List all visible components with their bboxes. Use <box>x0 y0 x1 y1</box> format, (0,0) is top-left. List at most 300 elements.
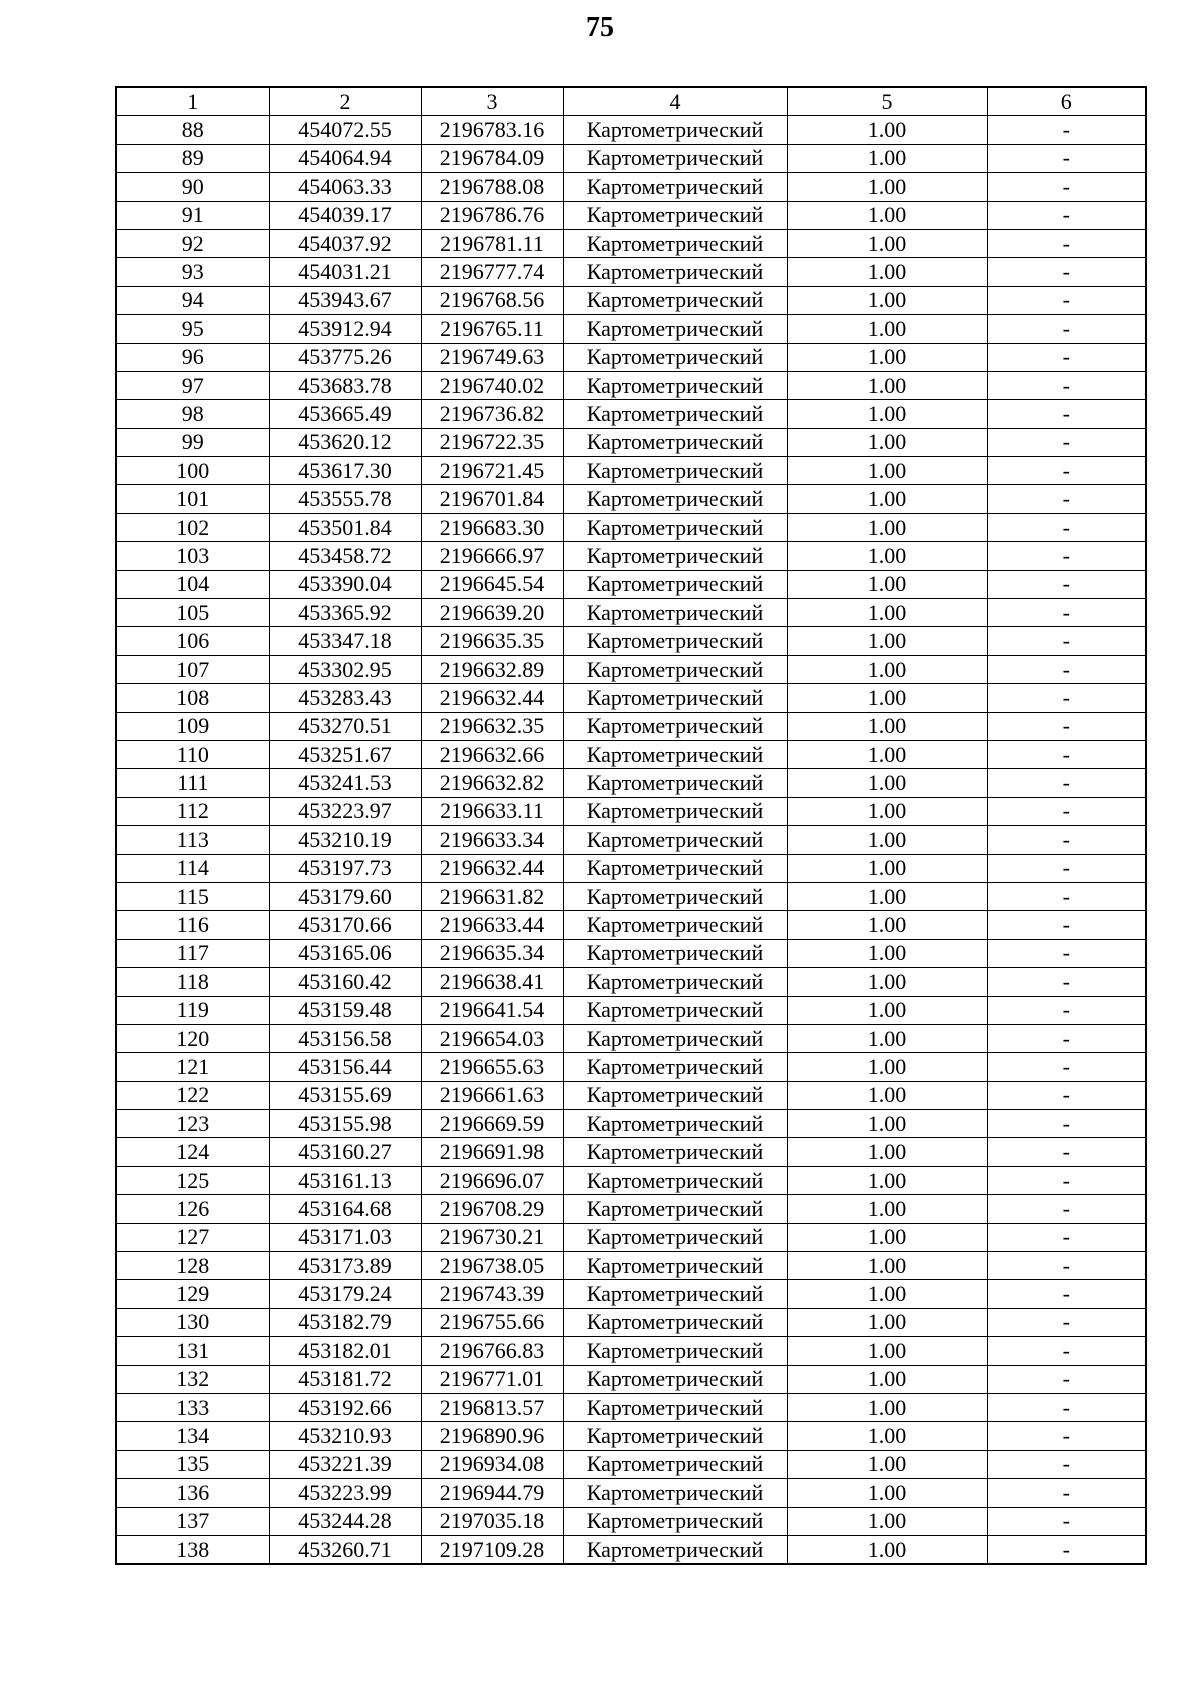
table-row <box>116 173 1146 201</box>
x-coordinate-cell: 453179.24 <box>269 1280 421 1308</box>
method-cell: Картометрический <box>563 1166 787 1194</box>
method-cell: Картометрический <box>563 315 787 343</box>
y-coordinate-cell: 2196783.16 <box>421 116 563 144</box>
y-coordinate-cell: 2196777.74 <box>421 258 563 286</box>
note-cell: - <box>987 1110 1146 1138</box>
x-coordinate-cell: 453182.79 <box>269 1308 421 1336</box>
y-coordinate-cell: 2196655.63 <box>421 1053 563 1081</box>
point-number-cell: 138 <box>116 1535 269 1564</box>
x-coordinate-cell: 453251.67 <box>269 740 421 768</box>
table-header-row <box>116 87 1146 116</box>
method-cell: Картометрический <box>563 1337 787 1365</box>
accuracy-cell: 1.00 <box>787 513 987 541</box>
y-coordinate-cell: 2196633.34 <box>421 826 563 854</box>
table-row <box>116 1138 1146 1166</box>
x-coordinate-cell: 453683.78 <box>269 371 421 399</box>
table-row <box>116 599 1146 627</box>
table-row <box>116 457 1146 485</box>
accuracy-cell: 1.00 <box>787 968 987 996</box>
accuracy-cell: 1.00 <box>787 201 987 229</box>
accuracy-cell: 1.00 <box>787 1138 987 1166</box>
point-number-cell: 127 <box>116 1223 269 1251</box>
table-row <box>116 797 1146 825</box>
accuracy-cell: 1.00 <box>787 854 987 882</box>
point-number-cell: 131 <box>116 1337 269 1365</box>
method-cell: Картометрический <box>563 116 787 144</box>
x-coordinate-cell: 453221.39 <box>269 1450 421 1478</box>
x-coordinate-cell: 454064.94 <box>269 144 421 172</box>
accuracy-cell: 1.00 <box>787 1365 987 1393</box>
note-cell: - <box>987 428 1146 456</box>
point-number-cell: 93 <box>116 258 269 286</box>
method-cell: Картометрический <box>563 968 787 996</box>
accuracy-cell: 1.00 <box>787 144 987 172</box>
x-coordinate-cell: 453347.18 <box>269 627 421 655</box>
table-row <box>116 854 1146 882</box>
table-row <box>116 258 1146 286</box>
y-coordinate-cell: 2196631.82 <box>421 882 563 910</box>
method-cell: Картометрический <box>563 1138 787 1166</box>
y-coordinate-cell: 2196645.54 <box>421 570 563 598</box>
x-coordinate-cell: 453241.53 <box>269 769 421 797</box>
method-cell: Картометрический <box>563 684 787 712</box>
method-cell: Картометрический <box>563 542 787 570</box>
table-row <box>116 485 1146 513</box>
accuracy-cell: 1.00 <box>787 570 987 598</box>
accuracy-cell: 1.00 <box>787 1081 987 1109</box>
accuracy-cell: 1.00 <box>787 116 987 144</box>
method-cell: Картометрический <box>563 570 787 598</box>
table-row <box>116 911 1146 939</box>
accuracy-cell: 1.00 <box>787 428 987 456</box>
column-header-2: 2 <box>269 87 421 116</box>
note-cell: - <box>987 1479 1146 1507</box>
column-header-4: 4 <box>563 87 787 116</box>
table-row <box>116 1252 1146 1280</box>
accuracy-cell: 1.00 <box>787 1308 987 1336</box>
y-coordinate-cell: 2196766.83 <box>421 1337 563 1365</box>
x-coordinate-cell: 453182.01 <box>269 1337 421 1365</box>
accuracy-cell: 1.00 <box>787 627 987 655</box>
point-number-cell: 106 <box>116 627 269 655</box>
table-row <box>116 513 1146 541</box>
x-coordinate-cell: 454039.17 <box>269 201 421 229</box>
method-cell: Картометрический <box>563 485 787 513</box>
point-number-cell: 124 <box>116 1138 269 1166</box>
table-row <box>116 1507 1146 1535</box>
x-coordinate-cell: 453665.49 <box>269 400 421 428</box>
point-number-cell: 101 <box>116 485 269 513</box>
table-row <box>116 229 1146 257</box>
accuracy-cell: 1.00 <box>787 1024 987 1052</box>
x-coordinate-cell: 453156.58 <box>269 1024 421 1052</box>
table-row <box>116 1166 1146 1194</box>
y-coordinate-cell: 2196784.09 <box>421 144 563 172</box>
note-cell: - <box>987 939 1146 967</box>
x-coordinate-cell: 453197.73 <box>269 854 421 882</box>
table-row <box>116 1393 1146 1421</box>
x-coordinate-cell: 453164.68 <box>269 1195 421 1223</box>
table-row <box>116 712 1146 740</box>
note-cell: - <box>987 116 1146 144</box>
x-coordinate-cell: 453171.03 <box>269 1223 421 1251</box>
note-cell: - <box>987 457 1146 485</box>
point-number-cell: 89 <box>116 144 269 172</box>
y-coordinate-cell: 2196669.59 <box>421 1110 563 1138</box>
accuracy-cell: 1.00 <box>787 599 987 627</box>
accuracy-cell: 1.00 <box>787 996 987 1024</box>
note-cell: - <box>987 911 1146 939</box>
table-header <box>116 87 1146 116</box>
point-number-cell: 95 <box>116 315 269 343</box>
note-cell: - <box>987 286 1146 314</box>
method-cell: Картометрический <box>563 1110 787 1138</box>
table-row <box>116 315 1146 343</box>
x-coordinate-cell: 453244.28 <box>269 1507 421 1535</box>
accuracy-cell: 1.00 <box>787 1195 987 1223</box>
accuracy-cell: 1.00 <box>787 258 987 286</box>
point-number-cell: 100 <box>116 457 269 485</box>
y-coordinate-cell: 2196696.07 <box>421 1166 563 1194</box>
table-row <box>116 996 1146 1024</box>
x-coordinate-cell: 453912.94 <box>269 315 421 343</box>
method-cell: Картометрический <box>563 882 787 910</box>
method-cell: Картометрический <box>563 513 787 541</box>
table-row <box>116 144 1146 172</box>
accuracy-cell: 1.00 <box>787 1223 987 1251</box>
point-number-cell: 119 <box>116 996 269 1024</box>
y-coordinate-cell: 2196633.44 <box>421 911 563 939</box>
x-coordinate-cell: 453160.27 <box>269 1138 421 1166</box>
note-cell: - <box>987 797 1146 825</box>
method-cell: Картометрический <box>563 627 787 655</box>
y-coordinate-cell: 2196632.35 <box>421 712 563 740</box>
column-header-1: 1 <box>116 87 269 116</box>
y-coordinate-cell: 2196890.96 <box>421 1422 563 1450</box>
point-number-cell: 88 <box>116 116 269 144</box>
method-cell: Картометрический <box>563 655 787 683</box>
note-cell: - <box>987 712 1146 740</box>
table-row <box>116 542 1146 570</box>
note-cell: - <box>987 542 1146 570</box>
accuracy-cell: 1.00 <box>787 1337 987 1365</box>
table-row <box>116 1195 1146 1223</box>
x-coordinate-cell: 453775.26 <box>269 343 421 371</box>
y-coordinate-cell: 2196635.34 <box>421 939 563 967</box>
accuracy-cell: 1.00 <box>787 457 987 485</box>
point-number-cell: 110 <box>116 740 269 768</box>
point-number-cell: 91 <box>116 201 269 229</box>
table-row <box>116 1479 1146 1507</box>
x-coordinate-cell: 453260.71 <box>269 1535 421 1564</box>
note-cell: - <box>987 1535 1146 1564</box>
method-cell: Картометрический <box>563 854 787 882</box>
y-coordinate-cell: 2196755.66 <box>421 1308 563 1336</box>
column-header-6: 6 <box>987 87 1146 116</box>
point-number-cell: 126 <box>116 1195 269 1223</box>
y-coordinate-cell: 2196632.66 <box>421 740 563 768</box>
x-coordinate-cell: 453156.44 <box>269 1053 421 1081</box>
note-cell: - <box>987 968 1146 996</box>
x-coordinate-cell: 453365.92 <box>269 599 421 627</box>
note-cell: - <box>987 1422 1146 1450</box>
x-coordinate-cell: 453390.04 <box>269 570 421 598</box>
x-coordinate-cell: 454031.21 <box>269 258 421 286</box>
method-cell: Картометрический <box>563 1081 787 1109</box>
table-row <box>116 826 1146 854</box>
x-coordinate-cell: 453223.97 <box>269 797 421 825</box>
accuracy-cell: 1.00 <box>787 400 987 428</box>
table-row <box>116 882 1146 910</box>
note-cell: - <box>987 655 1146 683</box>
note-cell: - <box>987 1024 1146 1052</box>
y-coordinate-cell: 2196635.35 <box>421 627 563 655</box>
method-cell: Картометрический <box>563 457 787 485</box>
method-cell: Картометрический <box>563 911 787 939</box>
point-number-cell: 132 <box>116 1365 269 1393</box>
method-cell: Картометрический <box>563 144 787 172</box>
method-cell: Картометрический <box>563 826 787 854</box>
method-cell: Картометрический <box>563 173 787 201</box>
table-row <box>116 1308 1146 1336</box>
point-number-cell: 103 <box>116 542 269 570</box>
y-coordinate-cell: 2196633.11 <box>421 797 563 825</box>
y-coordinate-cell: 2196771.01 <box>421 1365 563 1393</box>
method-cell: Картометрический <box>563 201 787 229</box>
y-coordinate-cell: 2196944.79 <box>421 1479 563 1507</box>
accuracy-cell: 1.00 <box>787 826 987 854</box>
x-coordinate-cell: 453270.51 <box>269 712 421 740</box>
accuracy-cell: 1.00 <box>787 173 987 201</box>
note-cell: - <box>987 201 1146 229</box>
coordinates-table <box>115 86 1147 1565</box>
note-cell: - <box>987 769 1146 797</box>
point-number-cell: 122 <box>116 1081 269 1109</box>
note-cell: - <box>987 1195 1146 1223</box>
note-cell: - <box>987 854 1146 882</box>
note-cell: - <box>987 627 1146 655</box>
method-cell: Картометрический <box>563 1195 787 1223</box>
table-row <box>116 769 1146 797</box>
point-number-cell: 98 <box>116 400 269 428</box>
method-cell: Картометрический <box>563 1393 787 1421</box>
y-coordinate-cell: 2197109.28 <box>421 1535 563 1564</box>
method-cell: Картометрический <box>563 1422 787 1450</box>
method-cell: Картометрический <box>563 286 787 314</box>
method-cell: Картометрический <box>563 229 787 257</box>
y-coordinate-cell: 2196749.63 <box>421 343 563 371</box>
method-cell: Картометрический <box>563 1365 787 1393</box>
table-row <box>116 1223 1146 1251</box>
point-number-cell: 115 <box>116 882 269 910</box>
point-number-cell: 107 <box>116 655 269 683</box>
accuracy-cell: 1.00 <box>787 286 987 314</box>
accuracy-cell: 1.00 <box>787 712 987 740</box>
y-coordinate-cell: 2196721.45 <box>421 457 563 485</box>
table-row <box>116 1024 1146 1052</box>
accuracy-cell: 1.00 <box>787 797 987 825</box>
note-cell: - <box>987 400 1146 428</box>
y-coordinate-cell: 2196722.35 <box>421 428 563 456</box>
table-row <box>116 400 1146 428</box>
method-cell: Картометрический <box>563 797 787 825</box>
accuracy-cell: 1.00 <box>787 1280 987 1308</box>
accuracy-cell: 1.00 <box>787 1479 987 1507</box>
note-cell: - <box>987 599 1146 627</box>
y-coordinate-cell: 2196765.11 <box>421 315 563 343</box>
note-cell: - <box>987 1138 1146 1166</box>
point-number-cell: 109 <box>116 712 269 740</box>
table-row <box>116 343 1146 371</box>
note-cell: - <box>987 485 1146 513</box>
method-cell: Картометрический <box>563 1024 787 1052</box>
table-row <box>116 1081 1146 1109</box>
table-row <box>116 286 1146 314</box>
point-number-cell: 118 <box>116 968 269 996</box>
point-number-cell: 105 <box>116 599 269 627</box>
note-cell: - <box>987 1365 1146 1393</box>
note-cell: - <box>987 1166 1146 1194</box>
y-coordinate-cell: 2196691.98 <box>421 1138 563 1166</box>
accuracy-cell: 1.00 <box>787 315 987 343</box>
note-cell: - <box>987 1223 1146 1251</box>
y-coordinate-cell: 2196639.20 <box>421 599 563 627</box>
method-cell: Картометрический <box>563 1535 787 1564</box>
x-coordinate-cell: 453161.13 <box>269 1166 421 1194</box>
table-row <box>116 655 1146 683</box>
table-body <box>116 116 1146 1564</box>
point-number-cell: 133 <box>116 1393 269 1421</box>
accuracy-cell: 1.00 <box>787 1422 987 1450</box>
x-coordinate-cell: 453155.69 <box>269 1081 421 1109</box>
table-row <box>116 684 1146 712</box>
y-coordinate-cell: 2196736.82 <box>421 400 563 428</box>
y-coordinate-cell: 2196813.57 <box>421 1393 563 1421</box>
point-number-cell: 108 <box>116 684 269 712</box>
y-coordinate-cell: 2196788.08 <box>421 173 563 201</box>
y-coordinate-cell: 2196683.30 <box>421 513 563 541</box>
x-coordinate-cell: 454072.55 <box>269 116 421 144</box>
table-row <box>116 371 1146 399</box>
accuracy-cell: 1.00 <box>787 1535 987 1564</box>
point-number-cell: 137 <box>116 1507 269 1535</box>
column-header-5: 5 <box>787 87 987 116</box>
note-cell: - <box>987 371 1146 399</box>
note-cell: - <box>987 1053 1146 1081</box>
accuracy-cell: 1.00 <box>787 343 987 371</box>
note-cell: - <box>987 684 1146 712</box>
point-number-cell: 130 <box>116 1308 269 1336</box>
y-coordinate-cell: 2196654.03 <box>421 1024 563 1052</box>
point-number-cell: 92 <box>116 229 269 257</box>
point-number-cell: 114 <box>116 854 269 882</box>
note-cell: - <box>987 513 1146 541</box>
method-cell: Картометрический <box>563 1053 787 1081</box>
method-cell: Картометрический <box>563 769 787 797</box>
point-number-cell: 112 <box>116 797 269 825</box>
point-number-cell: 129 <box>116 1280 269 1308</box>
x-coordinate-cell: 453302.95 <box>269 655 421 683</box>
method-cell: Картометрический <box>563 996 787 1024</box>
point-number-cell: 94 <box>116 286 269 314</box>
point-number-cell: 90 <box>116 173 269 201</box>
method-cell: Картометрический <box>563 1450 787 1478</box>
point-number-cell: 104 <box>116 570 269 598</box>
method-cell: Картометрический <box>563 939 787 967</box>
accuracy-cell: 1.00 <box>787 882 987 910</box>
coordinates-table-container <box>115 86 1145 1565</box>
point-number-cell: 120 <box>116 1024 269 1052</box>
method-cell: Картометрический <box>563 1507 787 1535</box>
y-coordinate-cell: 2196632.44 <box>421 854 563 882</box>
accuracy-cell: 1.00 <box>787 740 987 768</box>
point-number-cell: 128 <box>116 1252 269 1280</box>
note-cell: - <box>987 1252 1146 1280</box>
x-coordinate-cell: 453283.43 <box>269 684 421 712</box>
x-coordinate-cell: 453458.72 <box>269 542 421 570</box>
y-coordinate-cell: 2196632.89 <box>421 655 563 683</box>
x-coordinate-cell: 453155.98 <box>269 1110 421 1138</box>
y-coordinate-cell: 2196661.63 <box>421 1081 563 1109</box>
y-coordinate-cell: 2196740.02 <box>421 371 563 399</box>
note-cell: - <box>987 570 1146 598</box>
point-number-cell: 136 <box>116 1479 269 1507</box>
point-number-cell: 97 <box>116 371 269 399</box>
y-coordinate-cell: 2196768.56 <box>421 286 563 314</box>
table-row <box>116 968 1146 996</box>
method-cell: Картометрический <box>563 740 787 768</box>
point-number-cell: 96 <box>116 343 269 371</box>
note-cell: - <box>987 258 1146 286</box>
page-number: 75 <box>586 12 614 43</box>
note-cell: - <box>987 315 1146 343</box>
x-coordinate-cell: 453160.42 <box>269 968 421 996</box>
x-coordinate-cell: 453617.30 <box>269 457 421 485</box>
point-number-cell: 135 <box>116 1450 269 1478</box>
note-cell: - <box>987 740 1146 768</box>
method-cell: Картометрический <box>563 428 787 456</box>
point-number-cell: 116 <box>116 911 269 939</box>
table-row <box>116 1365 1146 1393</box>
table-row <box>116 1422 1146 1450</box>
note-cell: - <box>987 1337 1146 1365</box>
note-cell: - <box>987 1280 1146 1308</box>
y-coordinate-cell: 2197035.18 <box>421 1507 563 1535</box>
y-coordinate-cell: 2196934.08 <box>421 1450 563 1478</box>
method-cell: Картометрический <box>563 400 787 428</box>
method-cell: Картометрический <box>563 1252 787 1280</box>
table-row <box>116 116 1146 144</box>
point-number-cell: 125 <box>116 1166 269 1194</box>
table-row <box>116 740 1146 768</box>
table-row <box>116 1450 1146 1478</box>
note-cell: - <box>987 826 1146 854</box>
x-coordinate-cell: 453223.99 <box>269 1479 421 1507</box>
note-cell: - <box>987 996 1146 1024</box>
point-number-cell: 99 <box>116 428 269 456</box>
accuracy-cell: 1.00 <box>787 1110 987 1138</box>
y-coordinate-cell: 2196641.54 <box>421 996 563 1024</box>
table-row <box>116 201 1146 229</box>
y-coordinate-cell: 2196632.82 <box>421 769 563 797</box>
y-coordinate-cell: 2196638.41 <box>421 968 563 996</box>
x-coordinate-cell: 453943.67 <box>269 286 421 314</box>
method-cell: Картометрический <box>563 1308 787 1336</box>
point-number-cell: 111 <box>116 769 269 797</box>
table-row <box>116 627 1146 655</box>
table-row <box>116 1337 1146 1365</box>
accuracy-cell: 1.00 <box>787 229 987 257</box>
